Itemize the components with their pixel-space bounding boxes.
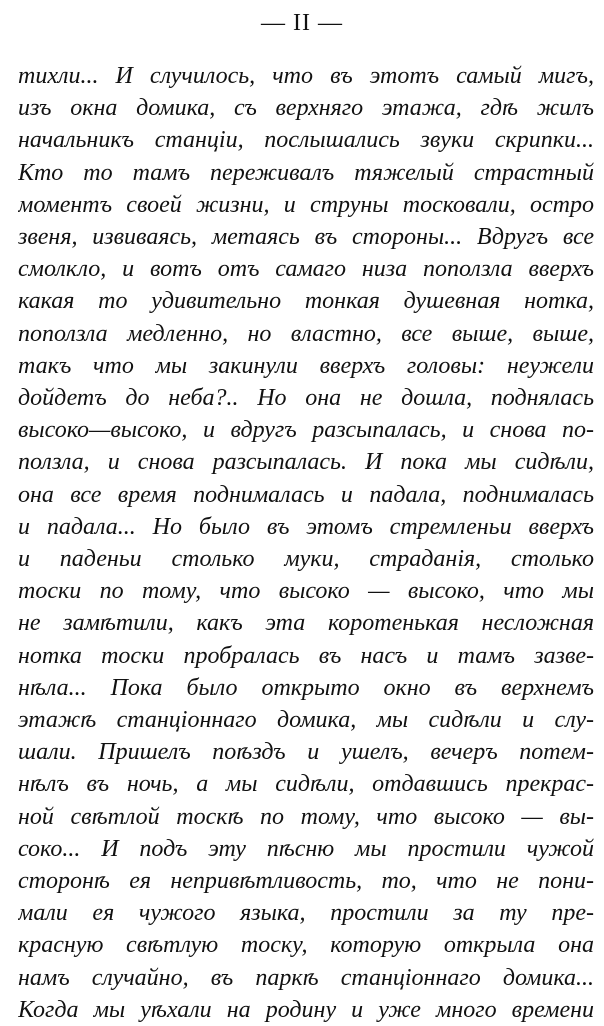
text-line: ползла, и снова разсыпалась. И пока мы сидѣли, — [18, 449, 594, 476]
text-line: ной свѣтлой тоскѣ по тому, что высоко — вы- — [18, 803, 594, 830]
text-line: какая то удивительно тонкая душевная нотка, — [18, 288, 594, 315]
text-line: она все время поднималась и падала, поднималась — [18, 481, 594, 508]
text-line: высоко—высоко, и вдругъ разсыпалась, и снова по- — [18, 417, 594, 444]
text-line: не замѣтили, какъ эта коротенькая несложная — [18, 610, 594, 637]
text-line: такъ что мы закинули вверхъ головы: неужели — [18, 352, 594, 379]
text-line: начальникъ станціи, послышались звуки скрипки... — [18, 127, 594, 154]
text-line: соко... И подъ эту пѣсню мы простили чужой — [18, 835, 594, 862]
text-line: этажѣ станціоннаго домика, мы сидѣли и слу- — [18, 707, 594, 734]
text-line: и паденьи столько муки, страданія, столько — [18, 546, 594, 573]
page-number-header: — II — — [261, 10, 343, 36]
text-line: нѣла... Пока было открыто окно въ верхнемъ — [18, 674, 594, 701]
text-line: Когда мы уѣхали на родину и уже много времени — [18, 996, 594, 1023]
text-line: поползла медленно, но властно, все выше, выше, — [18, 320, 594, 347]
text-line: изъ окна домика, съ верхняго этажа, гдѣ жилъ — [18, 95, 594, 122]
text-line: моментъ своей жизни, и струны тосковали, остро — [18, 191, 594, 218]
text-line: тоски по тому, что высоко — высоко, что мы — [18, 578, 594, 605]
text-line: мали ея чужого языка, простили за ту пре- — [18, 900, 594, 927]
text-line: шали. Пришелъ поѣздъ и ушелъ, вечеръ потем- — [18, 739, 594, 766]
text-line: дойдетъ до неба?.. Но она не дошла, поднялась — [18, 385, 594, 412]
text-line: нотка тоски пробралась въ насъ и тамъ зазве- — [18, 642, 594, 669]
page-body-text — [18, 60, 594, 1026]
text-line: и падала... Но было въ этомъ стремленьи вверхъ — [18, 513, 594, 540]
text-line: красную свѣтлую тоску, которую открыла она — [18, 932, 594, 959]
text-line: Кто то тамъ переживалъ тяжелый страстный — [18, 159, 594, 186]
text-line: нѣлъ въ ночь, а мы сидѣли, отдавшись прекрас- — [18, 771, 594, 798]
text-line: звеня, извиваясь, метаясь въ стороны... Вдругъ все — [18, 224, 594, 251]
text-line: тихли... И случилось, что въ этотъ самый мигъ, — [18, 63, 594, 89]
text-line: смолкло, и вотъ отъ самаго низа поползла вверхъ — [18, 256, 594, 283]
text-line: намъ случайно, въ паркѣ станціоннаго домика... — [18, 964, 594, 991]
text-line: сторонѣ ея непривѣтливость, то, что не пони- — [18, 868, 594, 895]
